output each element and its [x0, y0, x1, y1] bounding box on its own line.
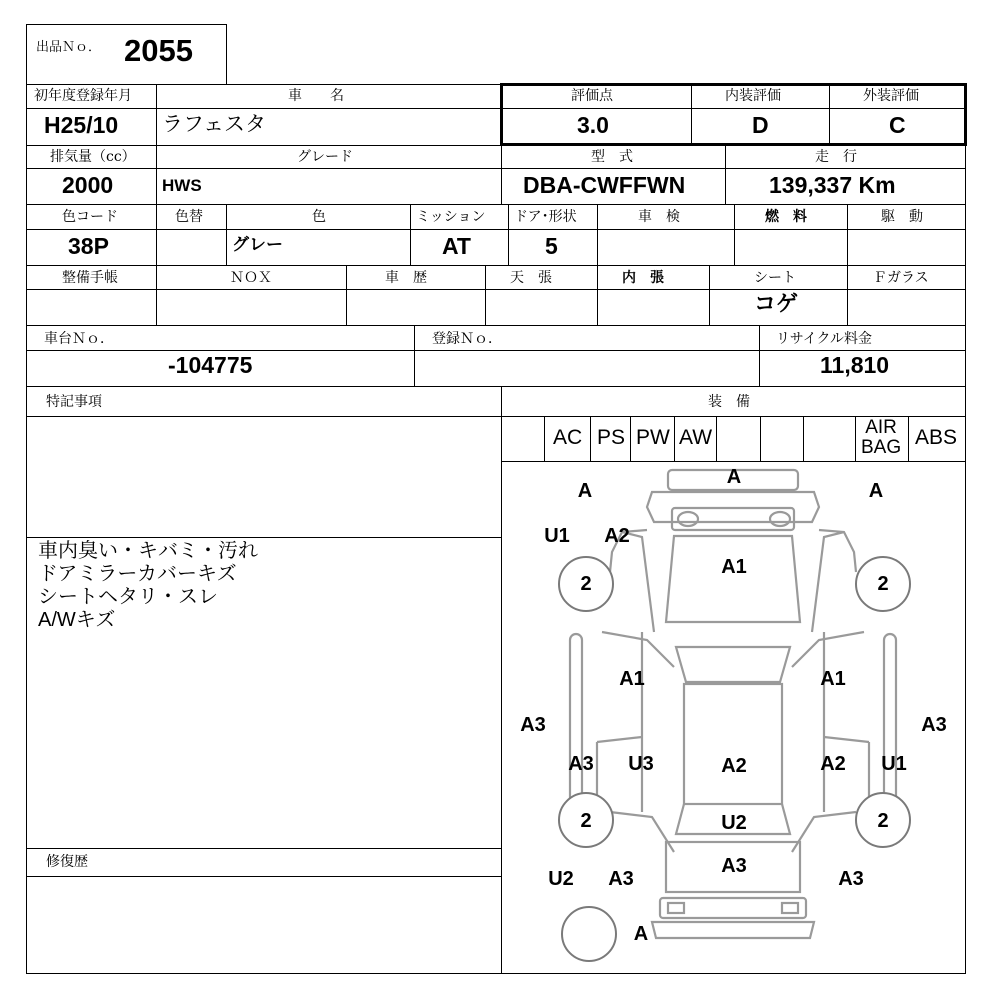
- seat-value: コゲ: [754, 292, 799, 317]
- model-header: 型 式: [591, 149, 633, 165]
- equip-pw: PW: [636, 426, 670, 449]
- f-glass-header: Ｆガラス: [873, 270, 929, 286]
- color-value: グレー: [232, 235, 283, 255]
- damage-rear-glass: U2: [721, 812, 747, 834]
- mileage-value: 139,337 Km: [769, 172, 896, 198]
- mission-value: AT: [442, 233, 471, 259]
- exterior-value: C: [889, 112, 906, 138]
- history-header: 車 歴: [385, 270, 427, 286]
- chassis-header: 車台Ｎｏ．: [44, 331, 114, 347]
- damage-front-left-corner: A: [577, 480, 593, 502]
- color-code-value: 38P: [68, 233, 109, 259]
- note-line: 車内臭い・キバミ・汚れ: [38, 540, 258, 562]
- seat-header: シート: [754, 270, 796, 286]
- lot-number: 2055: [124, 33, 193, 68]
- displacement-value: 2000: [62, 172, 114, 198]
- score-header: 評価点: [571, 88, 613, 104]
- damage-left-fender-u: U1: [544, 525, 570, 547]
- damage-right-side: A3: [921, 714, 947, 736]
- damage-rear-right-quarter: A3: [838, 868, 864, 890]
- equip-aw: AW: [679, 426, 713, 449]
- grade-value: HWS: [162, 176, 202, 195]
- interior-value: D: [752, 112, 769, 138]
- color-code-header: 色コード: [62, 209, 118, 225]
- recycle-header: リサイクル料金: [776, 331, 873, 347]
- damage-front-right-corner: A: [868, 480, 884, 502]
- wheel-rear-left: 2: [580, 810, 592, 832]
- score-value: 3.0: [577, 112, 609, 138]
- model-value: DBA-CWFFWN: [523, 172, 686, 198]
- drive-header: 駆 動: [881, 209, 923, 225]
- special-notes: [38, 540, 258, 632]
- equip-abs: ABS: [915, 426, 958, 449]
- damage-rear-bumper: A: [633, 923, 649, 945]
- damage-rear-right-door-u: U1: [881, 753, 907, 775]
- note-line: シートヘタリ・スレ: [38, 586, 218, 608]
- damage-front-left-door: A1: [619, 668, 645, 690]
- wheel-front-right: 2: [877, 573, 889, 595]
- damage-left-fender-a: A2: [604, 525, 630, 547]
- grade-header: グレード: [297, 149, 353, 165]
- exterior-header: 外装評価: [863, 88, 919, 104]
- damage-rear-left-door-u: U3: [628, 753, 654, 775]
- equip-ps: PS: [597, 426, 626, 449]
- car-name-header: 車 名: [288, 88, 344, 104]
- equipment-header: 装 備: [708, 394, 750, 410]
- car-name-value: ラフェスタ: [162, 112, 266, 136]
- car-damage-diagram: [502, 462, 964, 972]
- special-notes-header: 特記事項: [46, 394, 102, 410]
- first-reg-header: 初年度登録年月: [34, 88, 132, 104]
- interior-header: 内装評価: [725, 88, 781, 104]
- damage-trunk: A3: [721, 855, 747, 877]
- color-header: 色: [312, 209, 326, 225]
- damage-rear-left-quarter-u: U2: [548, 868, 574, 890]
- roof-header: 天 張: [510, 270, 552, 286]
- first-reg-value: H25/10: [44, 112, 119, 138]
- note-line: ドアミラーカバーキズ: [38, 563, 237, 585]
- recycle-value: 11,810: [820, 352, 890, 378]
- reg-no-header: 登録Ｎｏ．: [432, 331, 502, 347]
- mission-header: ミッション: [416, 209, 486, 225]
- color-change-header: 色替: [175, 209, 203, 225]
- chassis-value: -104775: [168, 352, 253, 378]
- wheel-rear-right: 2: [877, 810, 889, 832]
- equip-airbag: AIR BAG: [861, 417, 902, 458]
- maint-book-header: 整備手帳: [62, 270, 118, 286]
- inspection-header: 車 検: [638, 209, 680, 225]
- note-line: A/Wキズ: [38, 609, 116, 631]
- damage-front-right-door: A1: [820, 668, 846, 690]
- damage-rear-left-door-a: A3: [568, 753, 594, 775]
- fuel-header: 燃 料: [765, 209, 807, 225]
- damage-left-side: A3: [520, 714, 546, 736]
- nox-header: ＮＯＸ: [230, 270, 272, 286]
- damage-rear-right-door-a: A2: [820, 753, 846, 775]
- wheel-front-left: 2: [580, 573, 592, 595]
- damage-front-bumper: A: [726, 466, 742, 488]
- inner-header: 内 張: [622, 270, 664, 286]
- repair-history-header: 修復歴: [46, 854, 88, 870]
- lot-label: 出品Ｎｏ．: [36, 40, 102, 55]
- door-value: 5: [545, 233, 558, 259]
- mileage-header: 走 行: [815, 149, 857, 165]
- equip-ac: AC: [553, 426, 583, 449]
- damage-bonnet: A1: [721, 556, 747, 578]
- damage-rear-left-quarter-a: A3: [608, 868, 634, 890]
- displacement-header: 排気量（cc）: [50, 149, 136, 165]
- damage-roof: A2: [721, 755, 747, 777]
- door-header: ドア･形状: [514, 209, 577, 225]
